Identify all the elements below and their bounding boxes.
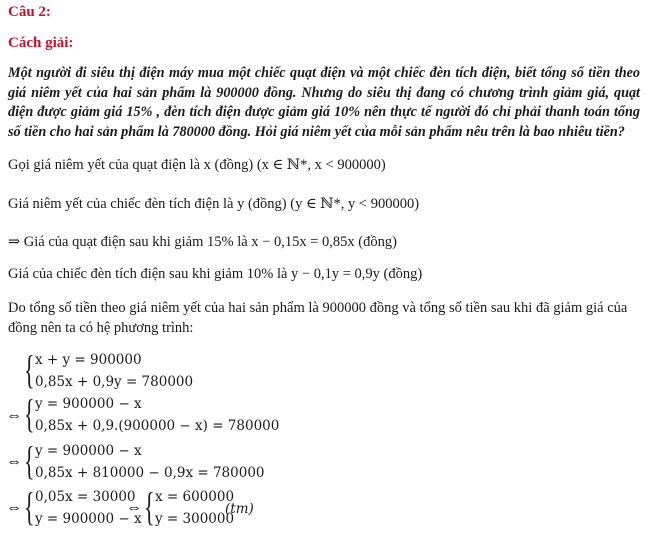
system-4-eq-2: y = 900000 − x (35, 511, 142, 527)
system-3-eq-1: y = 900000 − x (35, 443, 142, 459)
system-1-eq-1: x + y = 900000 (35, 352, 142, 368)
let-y-line: Giá niêm yết của chiếc đèn tích điện là y (đồng) (y ∈ ℕ*, y < 900000) (8, 196, 420, 212)
system-4-eq-1: 0,05x = 30000 (35, 489, 136, 505)
equivalence-symbol: ⇔ (6, 499, 22, 516)
question-heading: Câu 2: (8, 4, 51, 20)
equation-intro-line-1: Do tổng số tiền theo giá niêm yết của hai sản phẩm là 900000 đồng và tổng số tiền sau khi đã giảm giá của (8, 300, 628, 316)
fan-discount-line: ⇒ Giá của quạt điện sau khi giảm 15% là x − 0,15x = 0,85x (đồng) (8, 234, 397, 250)
system-2 (24, 391, 284, 440)
system-5-eq-1: x = 600000 (155, 489, 235, 505)
problem-statement: Một người đi siêu thị điện máy mua một chiếc quạt điện và một chiếc đèn tích điện, biết tổng số tiền theo giá niêm yết của hai sản phẩm là 900000 đồng. Nhưng do siêu thị đang có chương trình giảm giá, quạt điện được giảm giá 15% , đèn tích điện được giảm giá 10% nên thực tế người đó chỉ phải thanh toán tổng số tiền cho hai sản phẩm là 780000 đồng. Hỏi giá niêm yết của mỗi sản phẩm nêu trên là bao nhiêu tiền? (8, 65, 640, 140)
equivalence-symbol: ⇔ (6, 407, 22, 424)
system-5-eq-2: y = 300000 (155, 511, 235, 527)
system-1 (24, 347, 224, 396)
system-5 (144, 484, 235, 533)
brace-symbol: { (24, 484, 35, 529)
system-3-eq-2: 0,85x + 810000 − 0,9x = 780000 (35, 465, 265, 481)
system-3 (24, 438, 284, 487)
brace-symbol: { (24, 438, 35, 483)
brace-symbol: { (24, 391, 35, 436)
brace-symbol: { (24, 347, 35, 392)
let-x-line: Gọi giá niêm yết của quạt điện là x (đồng) (x ∈ ℕ*, x < 900000) (8, 157, 386, 173)
system-2-eq-2: 0,85x + 0,9.(900000 − x) = 780000 (35, 418, 280, 434)
system-1-eq-2: 0,85x + 0,9y = 780000 (35, 374, 194, 390)
equivalence-symbol: ⇔ (126, 499, 142, 516)
equivalence-symbol: ⇔ (6, 453, 22, 470)
method-heading: Cách giải: (8, 35, 74, 51)
brace-symbol: { (144, 484, 155, 529)
lamp-discount-line: Giá của chiếc đèn tích điện sau khi giảm 10% là y − 0,1y = 0,9y (đồng) (8, 266, 423, 282)
satisfies-note: (tm) (225, 501, 254, 517)
equation-intro-line-2: đồng nên ta có hệ phương trình: (8, 320, 194, 336)
system-2-eq-1: y = 900000 − x (35, 396, 142, 412)
